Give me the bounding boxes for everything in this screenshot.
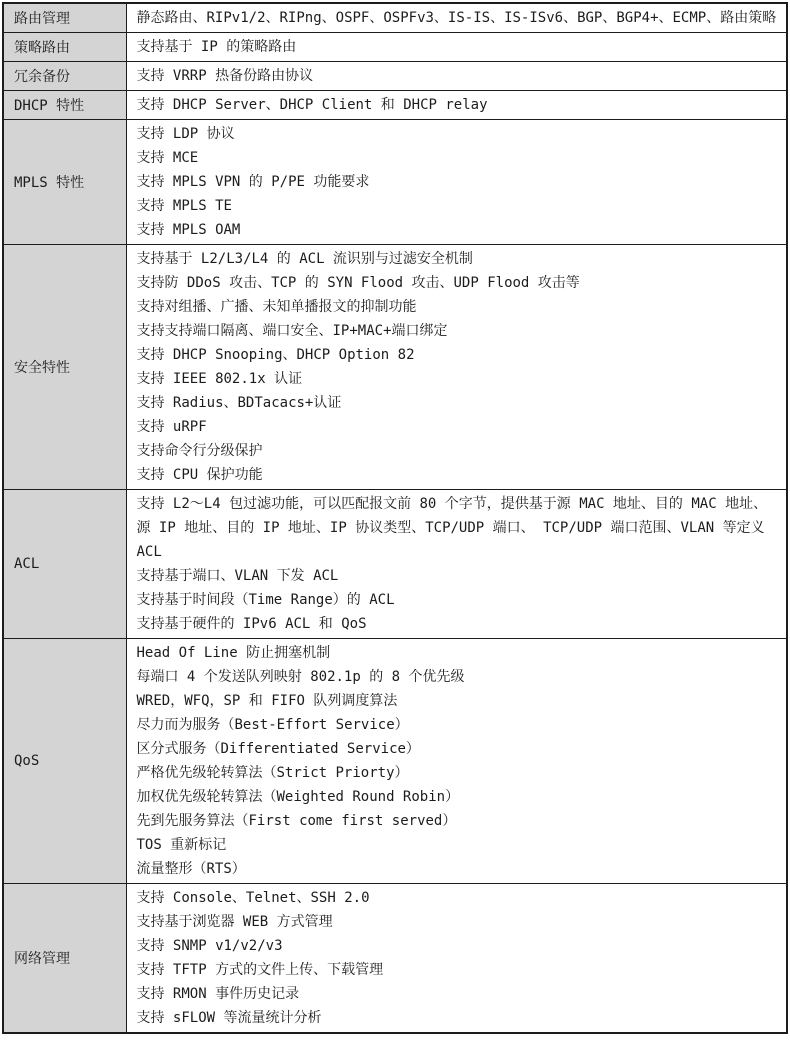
feature-item: TOS 重新标记 [136, 837, 227, 853]
features-cell [126, 639, 787, 884]
feature-item: 流量整形（RTS） [136, 861, 246, 877]
features-cell [126, 490, 787, 639]
feature-item: 支持 MPLS TE [136, 198, 232, 214]
features-cell [126, 120, 787, 245]
category-cell: DHCP 特性 [3, 91, 126, 120]
features-cell [126, 3, 787, 33]
features-cell [126, 884, 787, 1034]
feature-item: 支持 MCE [136, 150, 199, 166]
feature-item: 支持基于浏览器 WEB 方式管理 [136, 914, 333, 930]
feature-item: 支持 IEEE 802.1x 认证 [136, 371, 303, 387]
feature-item: 每端口 4 个发送队列映射 802.1p 的 8 个优先级 [136, 669, 465, 685]
category-cell: 网络管理 [3, 884, 126, 1034]
feature-item: 支持 VRRP 热备份路由协议 [136, 68, 314, 84]
feature-item: 支持命令行分级保护 [136, 443, 263, 459]
spec-table-body [3, 3, 787, 1033]
category-cell: MPLS 特性 [3, 120, 126, 245]
table-row [3, 91, 787, 120]
feature-item: 支持基于时间段（Time Range）的 ACL [136, 592, 395, 608]
table-row [3, 3, 787, 33]
feature-item: 支持 Console、Telnet、SSH 2.0 [136, 890, 370, 906]
category-cell: 安全特性 [3, 245, 126, 490]
feature-item: 支持 Radius、BDTacacs+认证 [136, 395, 342, 411]
feature-item: 支持基于硬件的 IPv6 ACL 和 QoS [136, 616, 367, 632]
table-row [3, 884, 787, 1034]
feature-item: 支持 LDP 协议 [136, 126, 235, 142]
features-cell [126, 245, 787, 490]
feature-item: 支持基于 IP 的策略路由 [136, 39, 297, 55]
feature-item: 支持防 DDoS 攻击、TCP 的 SYN Flood 攻击、UDP Flood 攻击等 [136, 275, 580, 291]
feature-item: 支持 sFLOW 等流量统计分析 [136, 1010, 322, 1026]
table-row [3, 245, 787, 490]
feature-item: 支持基于端口、VLAN 下发 ACL [136, 568, 339, 584]
feature-item: 支持 MPLS VPN 的 P/PE 功能要求 [136, 174, 370, 190]
feature-item: 严格优先级轮转算法（Strict Priorty） [136, 765, 409, 781]
category-cell: 冗余备份 [3, 62, 126, 91]
feature-item: 支持 DHCP Server、DHCP Client 和 DHCP relay [136, 97, 488, 113]
feature-item: WRED，WFQ，SP 和 FIFO 队列调度算法 [136, 693, 398, 709]
feature-item: 尽力而为服务（Best-Effort Service） [136, 717, 409, 733]
category-cell: ACL [3, 490, 126, 639]
feature-item: 加权优先级轮转算法（Weighted Round Robin） [136, 789, 460, 805]
feature-item: 支持 L2～L4 包过滤功能，可以匹配报文前 80 个字节，提供基于源 MAC 地址、目的 MAC 地址、源 IP 地址、目的 IP 地址、IP 协议类型、TCP/UDP 端口、 TCP/UDP 端口范围、VLAN 等定义 ACL [136, 496, 768, 560]
feature-item: 支持 SNMP v1/v2/v3 [136, 938, 283, 954]
feature-item: 支持对组播、广播、未知单播报文的抑制功能 [136, 299, 417, 315]
spec-table [2, 2, 788, 1034]
feature-item: 支持基于 L2/L3/L4 的 ACL 流识别与过滤安全机制 [136, 251, 473, 267]
feature-item: 支持 uRPF [136, 419, 207, 435]
feature-item: Head Of Line 防止拥塞机制 [136, 645, 331, 661]
table-row [3, 490, 787, 639]
feature-item: 支持 RMON 事件历史记录 [136, 986, 300, 1002]
features-cell [126, 33, 787, 62]
feature-item: 支持 CPU 保护功能 [136, 467, 263, 483]
features-cell [126, 62, 787, 91]
table-row [3, 639, 787, 884]
feature-item: 支持 MPLS OAM [136, 222, 241, 238]
category-cell: 策略路由 [3, 33, 126, 62]
feature-item: 支持 TFTP 方式的文件上传、下载管理 [136, 962, 384, 978]
feature-item: 支持支持端口隔离、端口安全、IP+MAC+端口绑定 [136, 323, 448, 339]
table-row [3, 33, 787, 62]
feature-item: 区分式服务（Differentiated Service） [136, 741, 420, 757]
table-row [3, 62, 787, 91]
feature-item: 先到先服务算法（First come first served） [136, 813, 457, 829]
features-cell [126, 91, 787, 120]
feature-item: 支持 DHCP Snooping、DHCP Option 82 [136, 347, 415, 363]
feature-item: 静态路由、RIPv1/2、RIPng、OSPF、OSPFv3、IS-IS、IS-ISv6、BGP、BGP4+、ECMP、路由策略 [136, 10, 776, 26]
category-cell: QoS [3, 639, 126, 884]
table-row [3, 120, 787, 245]
category-cell: 路由管理 [3, 3, 126, 33]
